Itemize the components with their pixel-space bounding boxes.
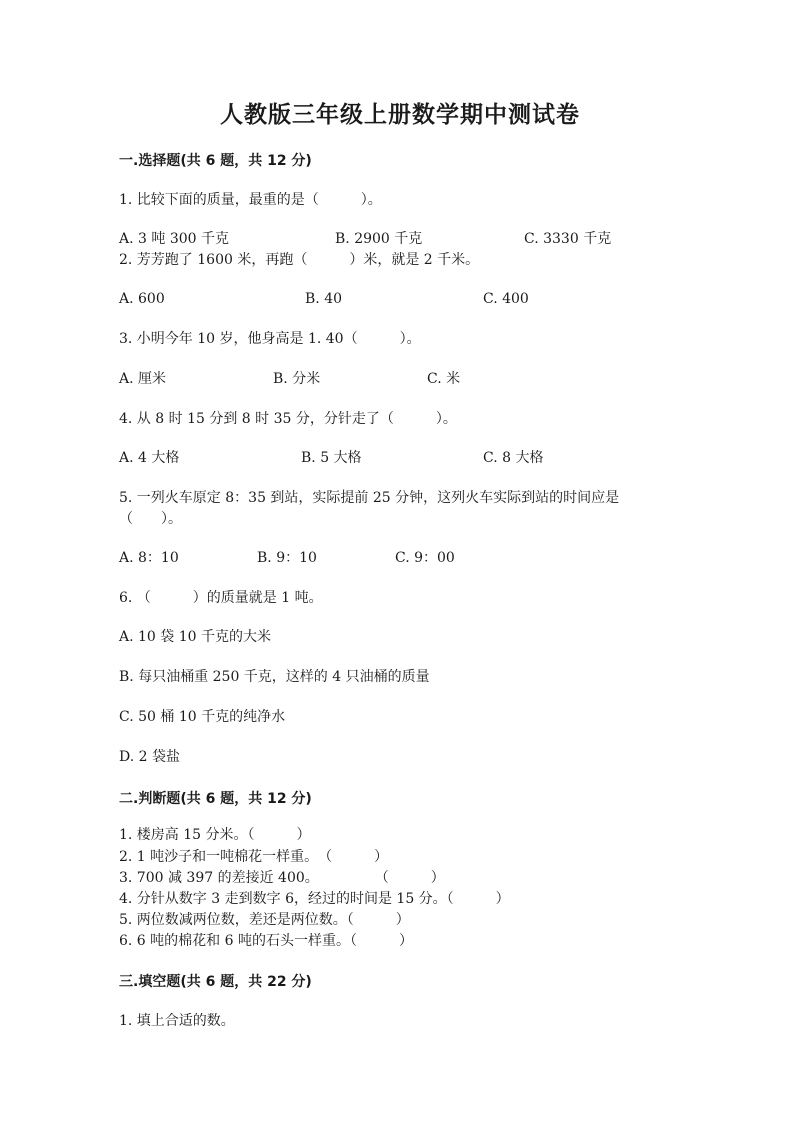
q6-option-a: A. 10 袋 10 千克的大米	[119, 629, 271, 645]
q2-option-a: A. 600	[119, 291, 165, 307]
question-5-line2: （ ）。	[119, 511, 182, 527]
q1-option-a: A. 3 吨 300 千克	[119, 231, 229, 247]
fill-question-1: 1. 填上合适的数。	[119, 1013, 235, 1029]
judge-item-3: 3. 700 减 397 的差接近 400。 （ ）	[119, 870, 445, 886]
q2-option-b: B. 40	[305, 291, 343, 307]
section-heading-fill: 三.填空题(共 6 题，共 22 分)	[119, 974, 312, 990]
question-3: 3. 小明今年 10 岁，他身高是 1. 40（ ）。	[119, 331, 421, 347]
judge-item-6: 6. 6 吨的棉花和 6 吨的石头一样重。（ ）	[119, 933, 413, 949]
q3-option-c: C. 米	[427, 371, 461, 387]
q5-option-c: C. 9：00	[395, 550, 455, 566]
question-5-line1: 5. 一列火车原定 8：35 到站，实际提前 25 分钟，这列火车实际到站的时间应是	[119, 490, 620, 506]
q6-option-c: C. 50 桶 10 千克的纯净水	[119, 709, 286, 725]
page-title: 人教版三年级上册数学期中测试卷	[220, 102, 580, 128]
q5-option-b: B. 9：10	[257, 550, 317, 566]
q4-option-a: A. 4 大格	[119, 450, 180, 466]
judge-item-4: 4. 分针从数字 3 走到数字 6，经过的时间是 15 分。（ ）	[119, 891, 510, 907]
q1-option-b: B. 2900 千克	[335, 231, 423, 247]
q4-option-b: B. 5 大格	[301, 450, 362, 466]
q1-option-c: C. 3330 千克	[524, 231, 612, 247]
question-4: 4. 从 8 时 15 分到 8 时 35 分，分针走了（ ）。	[119, 411, 457, 427]
judge-item-1: 1. 楼房高 15 分米。（ ）	[119, 827, 311, 843]
question-2: 2. 芳芳跑了 1600 米，再跑（ ）米，就是 2 千米。	[119, 252, 480, 268]
q2-option-c: C. 400	[483, 291, 529, 307]
q5-option-a: A. 8：10	[119, 550, 179, 566]
q6-option-d: D. 2 袋盐	[119, 749, 180, 765]
q3-option-a: A. 厘米	[119, 371, 167, 387]
q6-option-b: B. 每只油桶重 250 千克，这样的 4 只油桶的质量	[119, 669, 430, 685]
section-heading-choice: 一.选择题(共 6 题，共 12 分)	[119, 153, 312, 169]
q3-option-b: B. 分米	[273, 371, 321, 387]
judge-item-2: 2. 1 吨沙子和一吨棉花一样重。 （ ）	[119, 849, 389, 865]
judge-item-5: 5. 两位数减两位数，差还是两位数。（ ）	[119, 912, 410, 928]
question-6: 6. （ ）的质量就是 1 吨。	[119, 590, 323, 606]
q4-option-c: C. 8 大格	[483, 450, 544, 466]
section-heading-judge: 二.判断题(共 6 题，共 12 分)	[119, 791, 312, 807]
question-1: 1. 比较下面的质量，最重的是（ ）。	[119, 192, 382, 208]
